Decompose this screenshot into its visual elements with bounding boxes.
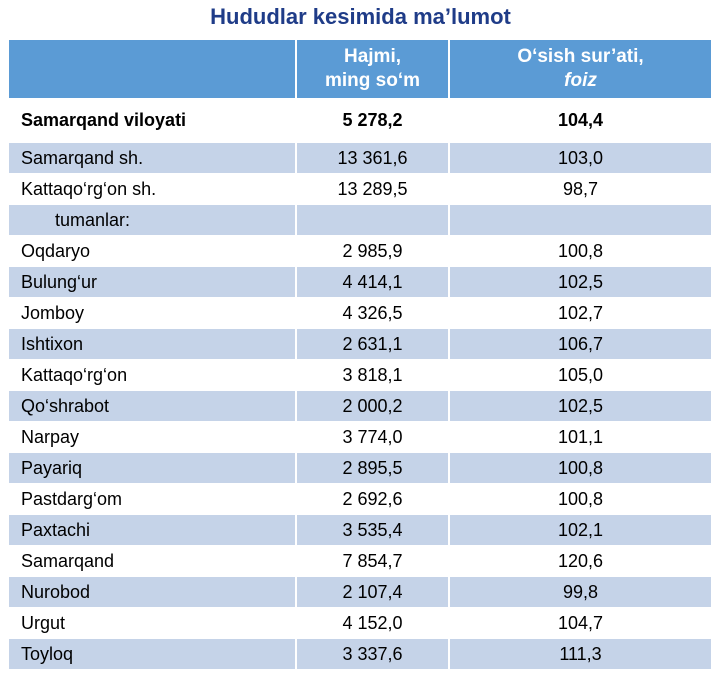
header-volume xyxy=(296,40,449,98)
total-row xyxy=(9,98,711,143)
volume-cell: 2 692,6 xyxy=(296,484,449,515)
region-name: Pastdarg‘om xyxy=(9,484,296,515)
volume-cell: 13 361,6 xyxy=(296,143,449,174)
growth-cell: 100,8 xyxy=(449,236,711,267)
region-name: Narpay xyxy=(9,422,296,453)
growth-cell: 111,3 xyxy=(449,639,711,670)
volume-cell: 3 535,4 xyxy=(296,515,449,546)
table-row xyxy=(9,577,711,608)
growth-cell: 106,7 xyxy=(449,329,711,360)
growth-cell xyxy=(449,205,711,236)
table-row xyxy=(9,608,711,639)
volume-cell: 2 000,2 xyxy=(296,391,449,422)
volume-cell: 7 854,7 xyxy=(296,546,449,577)
growth-cell: 120,6 xyxy=(449,546,711,577)
page-title: Hududlar kesimida ma’lumot xyxy=(210,4,511,29)
region-name: Jomboy xyxy=(9,298,296,329)
header-growth-line1: O‘sish sur’ati, xyxy=(517,46,644,67)
growth-cell: 98,7 xyxy=(449,174,711,205)
growth-cell: 104,7 xyxy=(449,608,711,639)
growth-cell: 101,1 xyxy=(449,422,711,453)
volume-cell: 4 152,0 xyxy=(296,608,449,639)
volume-cell: 4 414,1 xyxy=(296,267,449,298)
table-row xyxy=(9,360,711,391)
total-volume: 5 278,2 xyxy=(296,98,449,143)
region-name: Payariq xyxy=(9,453,296,484)
volume-cell: 3 818,1 xyxy=(296,360,449,391)
table-row xyxy=(9,453,711,484)
header-region xyxy=(9,40,296,98)
region-name: Urgut xyxy=(9,608,296,639)
table-row xyxy=(9,391,711,422)
table-row xyxy=(9,205,711,236)
growth-cell: 103,0 xyxy=(449,143,711,174)
region-name: Bulung‘ur xyxy=(9,267,296,298)
growth-cell: 100,8 xyxy=(449,453,711,484)
table-row xyxy=(9,267,711,298)
table-row xyxy=(9,484,711,515)
table-row xyxy=(9,639,711,670)
table-header xyxy=(9,40,711,98)
total-region-name: Samarqand viloyati xyxy=(9,98,296,143)
region-name: Samarqand xyxy=(9,546,296,577)
growth-cell: 102,5 xyxy=(449,391,711,422)
table-row xyxy=(9,143,711,174)
table-row xyxy=(9,236,711,267)
region-name: Toyloq xyxy=(9,639,296,670)
header-growth xyxy=(449,40,711,98)
table-row xyxy=(9,329,711,360)
region-name: Samarqand sh. xyxy=(9,143,296,174)
growth-cell: 102,1 xyxy=(449,515,711,546)
table-row xyxy=(9,546,711,577)
regions-table xyxy=(9,40,711,670)
growth-cell: 102,5 xyxy=(449,267,711,298)
volume-cell: 13 289,5 xyxy=(296,174,449,205)
volume-cell: 2 631,1 xyxy=(296,329,449,360)
volume-cell: 2 895,5 xyxy=(296,453,449,484)
table-row xyxy=(9,422,711,453)
region-name: Qo‘shrabot xyxy=(9,391,296,422)
growth-cell: 100,8 xyxy=(449,484,711,515)
volume-cell: 3 337,6 xyxy=(296,639,449,670)
header-volume-line1: Hajmi, xyxy=(343,46,402,67)
table-row xyxy=(9,174,711,205)
header-row xyxy=(9,40,711,98)
region-name: Kattaqo‘rg‘on xyxy=(9,360,296,391)
region-name: Nurobod xyxy=(9,577,296,608)
table-row xyxy=(9,515,711,546)
total-growth: 104,4 xyxy=(449,98,711,143)
volume-cell: 2 985,9 xyxy=(296,236,449,267)
region-name: tumanlar: xyxy=(9,205,296,236)
region-name: Ishtixon xyxy=(9,329,296,360)
growth-cell: 105,0 xyxy=(449,360,711,391)
table-body xyxy=(9,98,711,670)
volume-cell: 3 774,0 xyxy=(296,422,449,453)
region-name: Oqdaryo xyxy=(9,236,296,267)
volume-cell: 4 326,5 xyxy=(296,298,449,329)
header-growth-line2: foiz xyxy=(564,70,597,91)
table-row xyxy=(9,298,711,329)
region-name: Kattaqo‘rg‘on sh. xyxy=(9,174,296,205)
header-volume-line2: ming so‘m xyxy=(324,70,420,91)
volume-cell: 2 107,4 xyxy=(296,577,449,608)
growth-cell: 102,7 xyxy=(449,298,711,329)
growth-cell: 99,8 xyxy=(449,577,711,608)
volume-cell xyxy=(296,205,449,236)
region-name: Paxtachi xyxy=(9,515,296,546)
